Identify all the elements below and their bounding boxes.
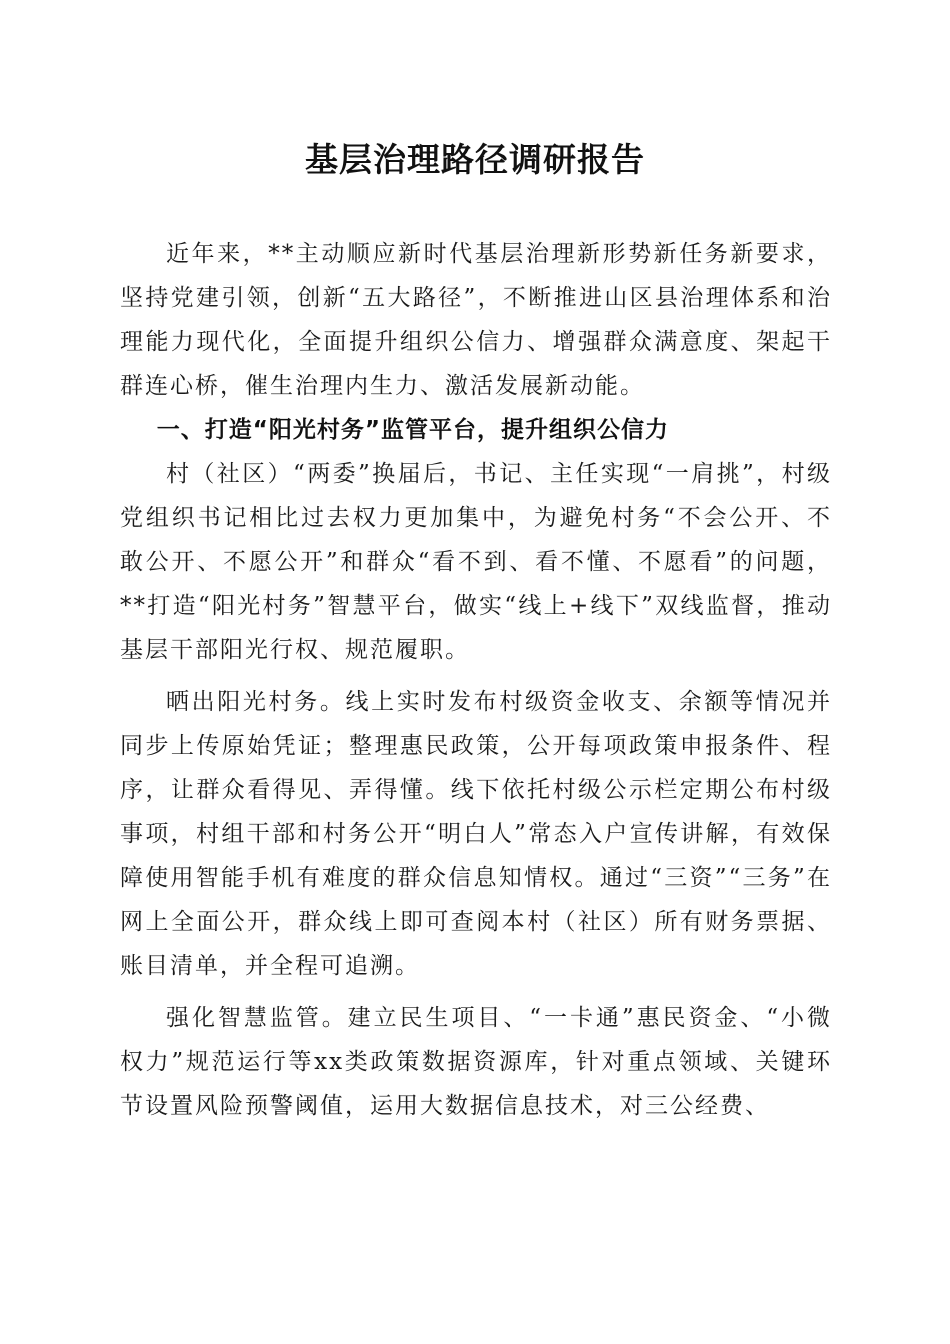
section-1-paragraph-1: 村（社区）“两委”换届后，书记、主任实现“一肩挑”，村级党组织书记相比过去权力更加集中，为避免村务“不会公开、不敢公开、不愿公开”和群众“看不到、看不懂、不愿看”的问题，**打造“阳光村务”智慧平台，做实“线上+线下”双线监督，推动基层干部阳光行权、规范履职。 <box>120 461 832 663</box>
document-body <box>120 232 832 1128</box>
intro-paragraph: 近年来，**主动顺应新时代基层治理新形势新任务新要求，坚持党建引领，创新“五大路径”，不断推进山区县治理体系和治理能力现代化，全面提升组织公信力、增强群众满意度、架起干群连心桥，催生治理内生力、激活发展新动能。 <box>120 241 832 399</box>
section-1-paragraph-2: 晒出阳光村务。线上实时发布村级资金收支、余额等情况并同步上传原始凭证；整理惠民政策，公开每项政策申报条件、程序，让群众看得见、弄得懂。线下依托村级公示栏定期公布村级事项，村组干部和村务公开“明白人”常态入户宣传讲解，有效保障使用智能手机有难度的群众信息知情权。通过“三资”“三务”在网上全面公开，群众线上即可查阅本村（社区）所有财务票据、账目清单，并全程可追溯。 <box>120 689 832 979</box>
section-1-heading: 一、打造“阳光村务”监管平台，提升组织公信力 <box>156 417 670 443</box>
document-title: 基层治理路径调研报告 <box>305 140 645 179</box>
section-1-paragraph-3: 强化智慧监管。建立民生项目、“一卡通”惠民资金、“小微权力”规范运行等xx类政策数据资源库，针对重点领域、关键环节设置风险预警阈值，运用大数据信息技术，对三公经费、 <box>120 1005 832 1119</box>
